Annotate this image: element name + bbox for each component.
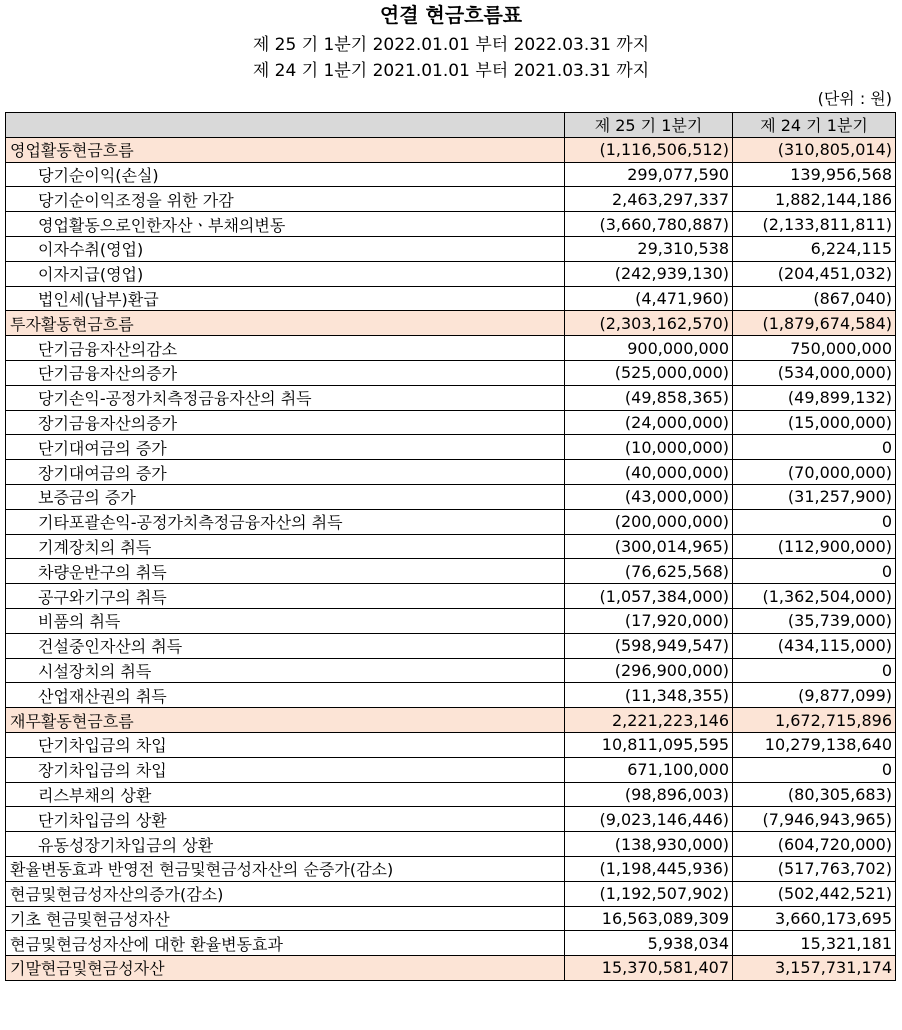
account-name: 차량운반구의 취득 [6,559,565,584]
table-row [6,658,896,683]
account-name: 현금및현금성자산에 대한 환율변동효과 [6,931,565,956]
account-name: 공구와기구의 취득 [6,584,565,609]
table-row [6,931,896,956]
account-name: 기초 현금및현금성자산 [6,906,565,931]
account-name: 산업재산권의 취득 [6,683,565,708]
account-name: 건설중인자산의 취득 [6,633,565,658]
account-name: 투자활동현금흐름 [6,311,565,336]
account-name: 비품의 취득 [6,608,565,633]
header-previous-period: 제 24 기 1분기 [733,113,896,138]
table-row [6,807,896,832]
current-period-amount: (300,014,965) [565,534,733,559]
current-period-amount: (525,000,000) [565,360,733,385]
current-period-amount: (11,348,355) [565,683,733,708]
table-row [6,187,896,212]
current-period-amount: (9,023,146,446) [565,807,733,832]
account-name: 당기순이익조정을 위한 가감 [6,187,565,212]
previous-period-amount: (2,133,811,811) [733,212,896,237]
previous-period-amount: (80,305,683) [733,782,896,807]
account-name: 영업활동으로인한자산ㆍ부채의변동 [6,212,565,237]
table-row [6,360,896,385]
current-period-amount: (1,116,506,512) [565,137,733,162]
statement-title: 연결 현금흐름표 [379,3,523,27]
previous-period-amount: 10,279,138,640 [733,732,896,757]
account-name: 단기차입금의 차입 [6,732,565,757]
account-name: 단기차입금의 상환 [6,807,565,832]
current-period-amount: (200,000,000) [565,509,733,534]
table-row [6,757,896,782]
previous-period-amount: 3,157,731,174 [733,956,896,981]
previous-period-amount: (112,900,000) [733,534,896,559]
current-period-amount: (10,000,000) [565,435,733,460]
current-period-amount: (3,660,780,887) [565,212,733,237]
table-row [6,683,896,708]
account-name: 환율변동효과 반영전 현금및현금성자산의 순증가(감소) [6,856,565,881]
account-name: 현금및현금성자산의증가(감소) [6,881,565,906]
previous-period-amount: (1,879,674,584) [733,311,896,336]
current-period-amount: (24,000,000) [565,410,733,435]
account-name: 기계장치의 취득 [6,534,565,559]
previous-period-amount: 15,321,181 [733,931,896,956]
table-row [6,385,896,410]
table-row [6,311,896,336]
table-row [6,906,896,931]
current-period-amount: 671,100,000 [565,757,733,782]
account-name: 장기금융자산의증가 [6,410,565,435]
previous-period-amount: 0 [733,509,896,534]
current-period-amount: (598,949,547) [565,633,733,658]
table-row [6,584,896,609]
table-row [6,608,896,633]
account-name: 이자지급(영업) [6,261,565,286]
previous-period-amount: (31,257,900) [733,484,896,509]
account-name: 시설장치의 취득 [6,658,565,683]
account-name: 당기손익-공정가치측정금융자산의 취득 [6,385,565,410]
table-row [6,856,896,881]
header-current-period: 제 25 기 1분기 [565,113,733,138]
account-name: 단기대여금의 증가 [6,435,565,460]
table-row [6,956,896,981]
account-name: 재무활동현금흐름 [6,708,565,733]
account-name: 장기대여금의 증가 [6,460,565,485]
current-period-amount: (98,896,003) [565,782,733,807]
current-period-amount: (76,625,568) [565,559,733,584]
current-period-amount: 2,463,297,337 [565,187,733,212]
current-period-amount: 10,811,095,595 [565,732,733,757]
current-period-amount: 29,310,538 [565,236,733,261]
account-name: 영업활동현금흐름 [6,137,565,162]
table-row [6,460,896,485]
table-row [6,410,896,435]
current-period-amount: 16,563,089,309 [565,906,733,931]
previous-period-amount: (517,763,702) [733,856,896,881]
previous-period-amount: (204,451,032) [733,261,896,286]
previous-period-amount: 750,000,000 [733,336,896,361]
table-body [6,137,896,980]
account-name: 단기금융자산의감소 [6,336,565,361]
previous-period-amount: 1,672,715,896 [733,708,896,733]
table-row [6,708,896,733]
previous-period-amount: (310,805,014) [733,137,896,162]
account-name: 법인세(납부)환급 [6,286,565,311]
previous-period-amount: 0 [733,757,896,782]
table-row [6,509,896,534]
account-name: 리스부채의 상환 [6,782,565,807]
previous-period-amount: 0 [733,435,896,460]
current-period-amount: 15,370,581,407 [565,956,733,981]
previous-period-amount: 139,956,568 [733,162,896,187]
current-period-amount: (40,000,000) [565,460,733,485]
previous-period-amount: (15,000,000) [733,410,896,435]
table-row [6,236,896,261]
previous-period-amount: (49,899,132) [733,385,896,410]
header-account [6,113,565,138]
previous-period-amount: (9,877,099) [733,683,896,708]
period-current: 제 25 기 1분기 2022.01.01 부터 2022.03.31 까지 [252,35,650,55]
current-period-amount: 299,077,590 [565,162,733,187]
table-row [6,162,896,187]
previous-period-amount: 0 [733,559,896,584]
period-previous: 제 24 기 1분기 2021.01.01 부터 2021.03.31 까지 [252,61,650,81]
previous-period-amount: (35,739,000) [733,608,896,633]
table-header-row [6,113,896,138]
cash-flow-table [5,112,896,981]
previous-period-amount: (1,362,504,000) [733,584,896,609]
account-name: 기타포괄손익-공정가치측정금융자산의 취득 [6,509,565,534]
previous-period-amount: (534,000,000) [733,360,896,385]
table-row [6,559,896,584]
account-name: 당기순이익(손실) [6,162,565,187]
table-row [6,137,896,162]
previous-period-amount: (7,946,943,965) [733,807,896,832]
account-name: 보증금의 증가 [6,484,565,509]
current-period-amount: (242,939,130) [565,261,733,286]
account-name: 장기차입금의 차입 [6,757,565,782]
unit-label: (단위 : 원) [817,89,892,108]
current-period-amount: (138,930,000) [565,832,733,857]
previous-period-amount: 3,660,173,695 [733,906,896,931]
current-period-amount: (1,198,445,936) [565,856,733,881]
account-name: 단기금융자산의증가 [6,360,565,385]
table-row [6,261,896,286]
current-period-amount: 900,000,000 [565,336,733,361]
table-row [6,633,896,658]
table-row [6,782,896,807]
current-period-amount: (2,303,162,570) [565,311,733,336]
previous-period-amount: (70,000,000) [733,460,896,485]
account-name: 유동성장기차입금의 상환 [6,832,565,857]
current-period-amount: (4,471,960) [565,286,733,311]
current-period-amount: (43,000,000) [565,484,733,509]
previous-period-amount: 1,882,144,186 [733,187,896,212]
current-period-amount: (296,900,000) [565,658,733,683]
table-row [6,832,896,857]
current-period-amount: 5,938,034 [565,931,733,956]
table-row [6,484,896,509]
table-row [6,212,896,237]
previous-period-amount: (434,115,000) [733,633,896,658]
table-row [6,286,896,311]
table-row [6,534,896,559]
current-period-amount: (1,057,384,000) [565,584,733,609]
current-period-amount: (1,192,507,902) [565,881,733,906]
table-row [6,732,896,757]
current-period-amount: 2,221,223,146 [565,708,733,733]
table-row [6,881,896,906]
current-period-amount: (49,858,365) [565,385,733,410]
previous-period-amount: (867,040) [733,286,896,311]
previous-period-amount: (502,442,521) [733,881,896,906]
current-period-amount: (17,920,000) [565,608,733,633]
previous-period-amount: 0 [733,658,896,683]
account-name: 기말현금및현금성자산 [6,956,565,981]
account-name: 이자수취(영업) [6,236,565,261]
previous-period-amount: (604,720,000) [733,832,896,857]
table-row [6,435,896,460]
previous-period-amount: 6,224,115 [733,236,896,261]
table-row [6,336,896,361]
